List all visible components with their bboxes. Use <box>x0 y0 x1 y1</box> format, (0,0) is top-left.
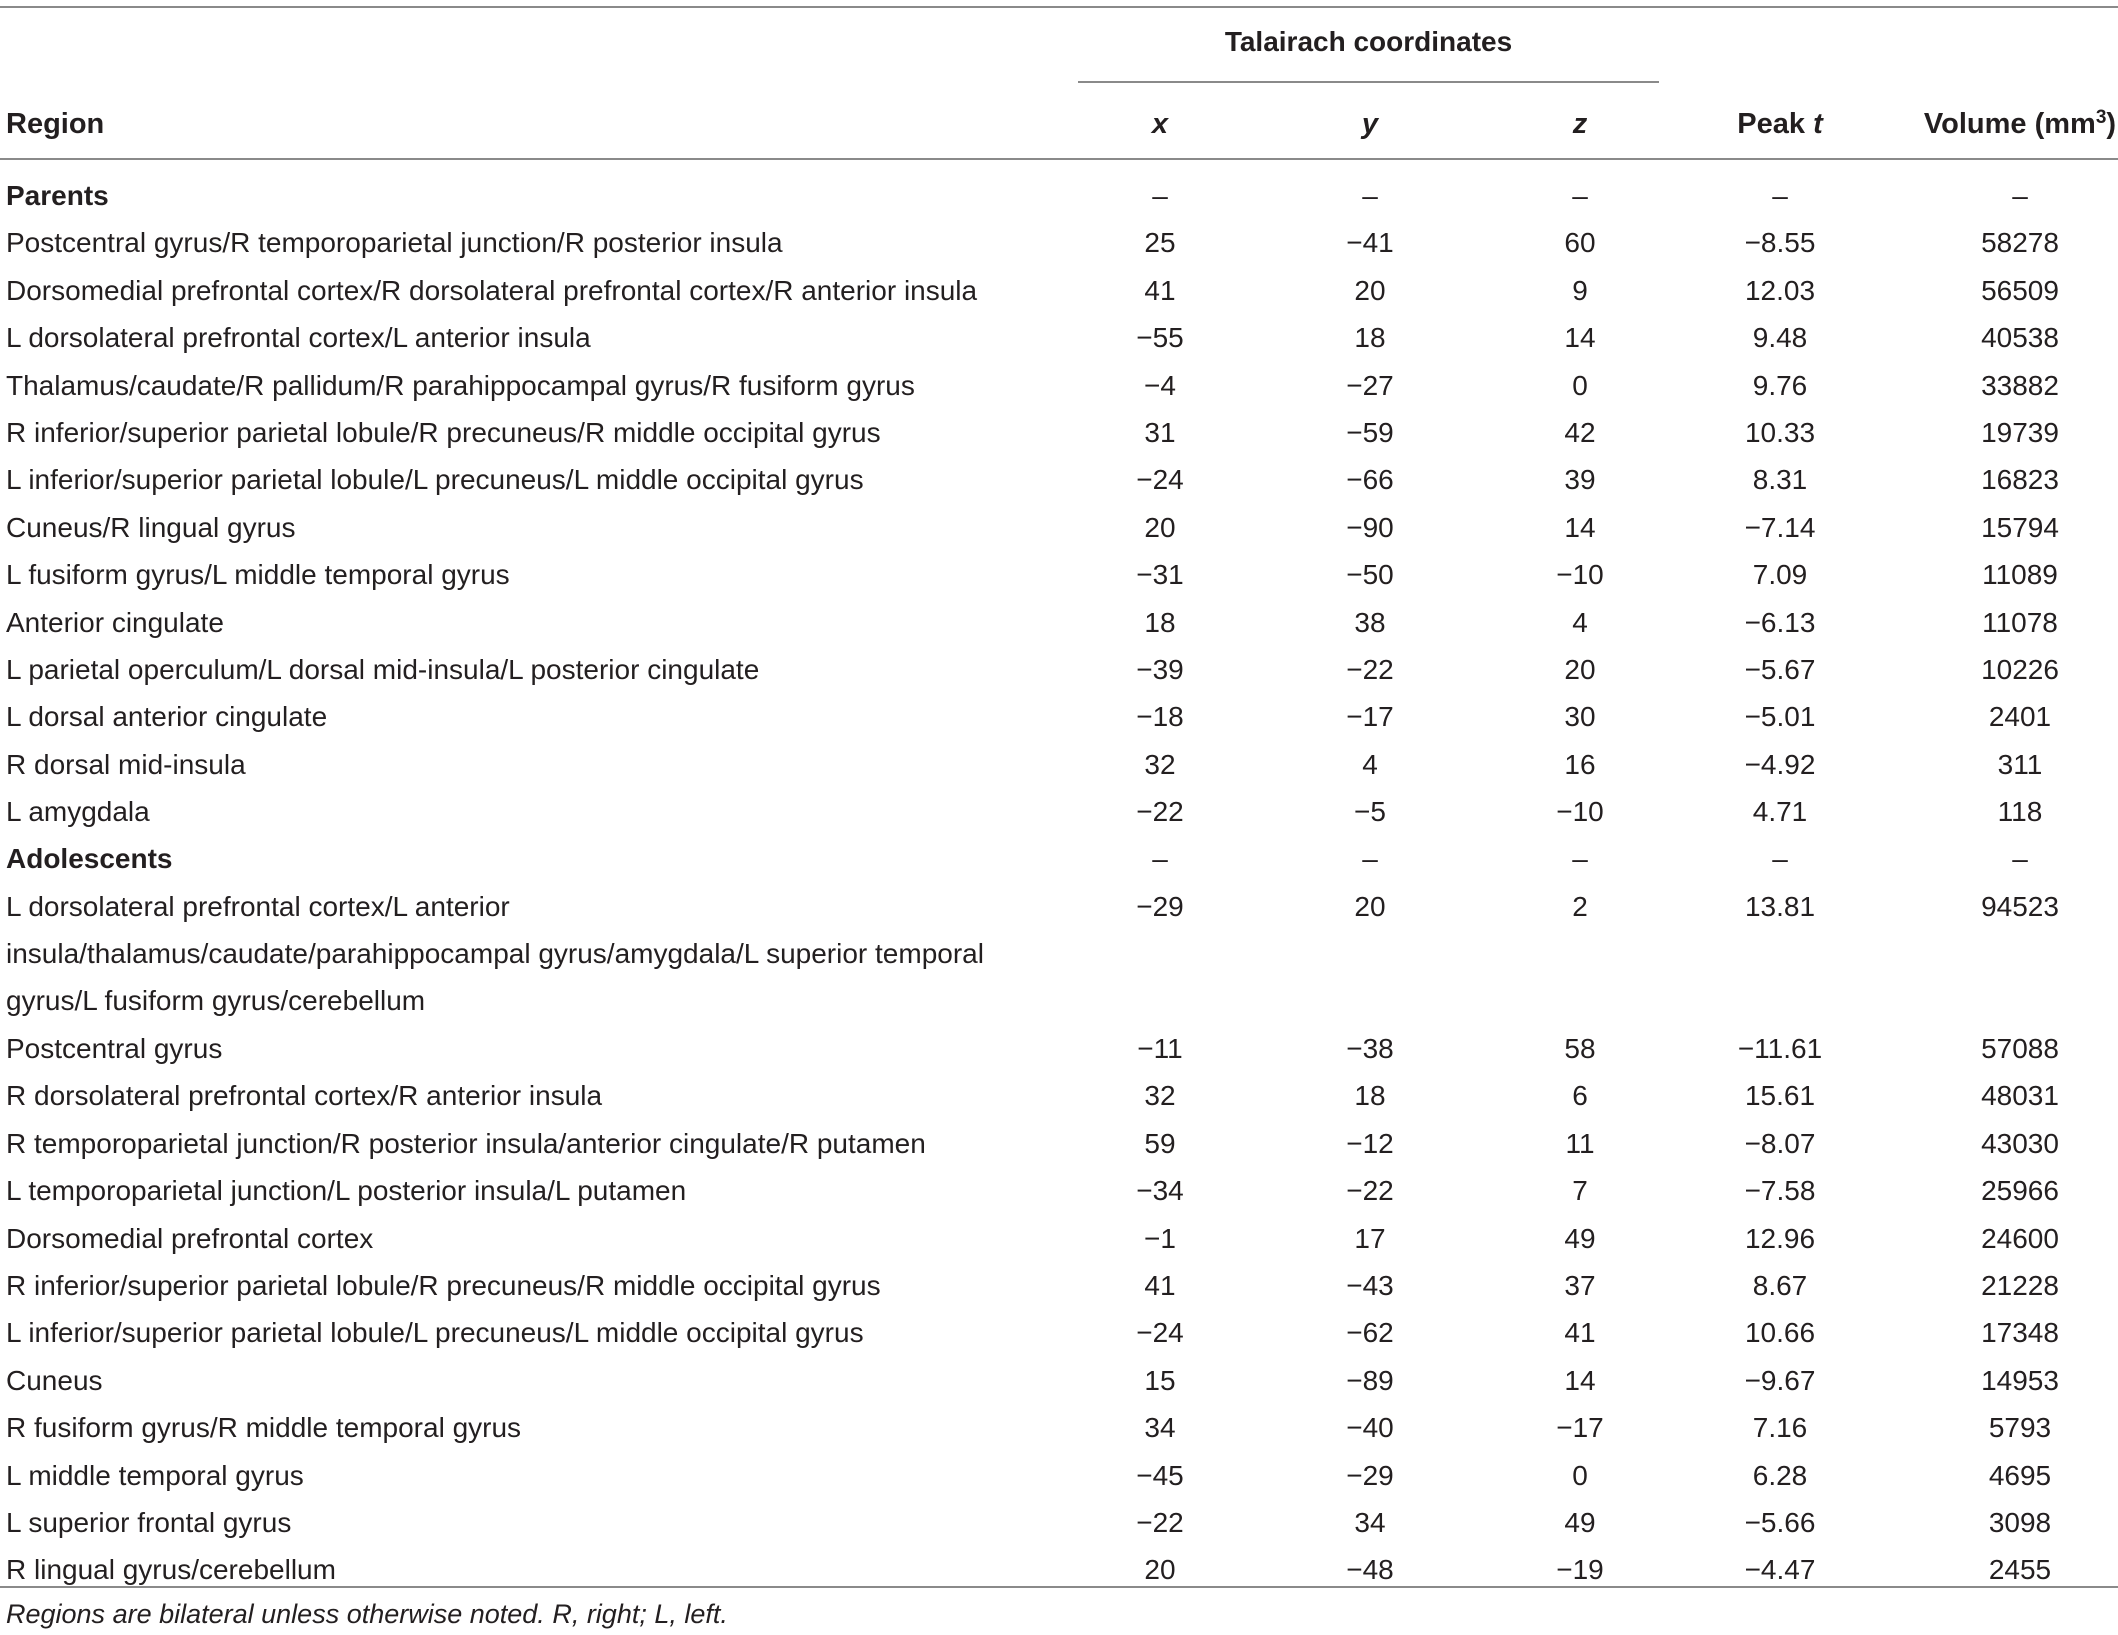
region-cell: Postcentral gyrus/R temporoparietal junction/R posterior insula <box>6 227 783 259</box>
z-cell: 49 <box>1564 1506 1596 1538</box>
peak-t-cell: −8.55 <box>1744 227 1816 259</box>
x-cell: 41 <box>1144 1270 1176 1301</box>
z-cell: – <box>1572 843 1588 875</box>
x-cell: 34 <box>1144 1412 1176 1444</box>
bottom-rule <box>0 1586 2118 1588</box>
y-cell: 38 <box>1354 606 1386 638</box>
z-cell: 37 <box>1564 1270 1596 1301</box>
x-cell: −24 <box>1136 1317 1184 1349</box>
region-cell: L dorsolateral prefrontal cortex/L anterior insula <box>6 322 591 354</box>
peak-t-cell: 13.81 <box>1744 890 1816 922</box>
peak-t-cell: 9.76 <box>1752 369 1808 401</box>
x-cell: 20 <box>1144 511 1176 543</box>
z-cell: −10 <box>1556 796 1604 828</box>
y-cell: −27 <box>1346 369 1394 401</box>
peak-t-cell: −6.13 <box>1744 606 1816 638</box>
peak-t-cell: 15.61 <box>1744 1080 1816 1112</box>
region-cell-line: L dorsolateral prefrontal cortex/L anterior <box>6 890 510 922</box>
volume-cell: 24600 <box>1981 1222 2059 1254</box>
peak-t-cell: −7.58 <box>1744 1175 1816 1207</box>
volume-cell: 4695 <box>1988 1459 2052 1491</box>
table-row <box>0 413 2118 460</box>
peak-t-cell: 7.09 <box>1752 559 1808 591</box>
y-cell: 20 <box>1354 274 1386 306</box>
y-cell: −22 <box>1346 653 1394 685</box>
x-cell: −39 <box>1136 653 1184 685</box>
volume-cell: 40538 <box>1981 322 2059 354</box>
x-cell: 25 <box>1144 227 1176 259</box>
table-row <box>0 1550 2118 1597</box>
table-row <box>0 1029 2118 1076</box>
peak-t-cell: 12.03 <box>1744 274 1816 306</box>
group-row <box>0 839 2118 886</box>
y-cell: 20 <box>1354 890 1386 922</box>
z-cell: 16 <box>1564 748 1596 780</box>
peak-t-cell: 10.33 <box>1744 416 1816 448</box>
region-cell: L middle temporal gyrus <box>6 1459 304 1491</box>
table-row <box>0 1124 2118 1171</box>
region-cell: R lingual gyrus/cerebellum <box>6 1554 336 1586</box>
volume-cell: 10226 <box>1981 653 2059 685</box>
z-cell: 58 <box>1564 1033 1596 1065</box>
volume-cell: 5793 <box>1988 1412 2052 1444</box>
table-row <box>0 555 2118 602</box>
volume-cell: 58278 <box>1981 227 2059 259</box>
peak-t-cell: −4.47 <box>1744 1554 1816 1586</box>
z-cell: 14 <box>1564 1364 1596 1396</box>
region-cell: L dorsal anterior cingulate <box>6 701 328 733</box>
peak-t-cell: −7.14 <box>1744 511 1816 543</box>
region-cell: L fusiform gyrus/L middle temporal gyrus <box>6 559 510 591</box>
z-header: z <box>1572 108 1588 140</box>
table-row <box>0 1361 2118 1408</box>
y-cell: −48 <box>1346 1554 1394 1586</box>
volume-cell: 2455 <box>1988 1554 2052 1586</box>
volume-header: Volume $(mm^3)$ <box>1923 107 2117 140</box>
top-rule <box>0 6 2118 8</box>
volume-cell: 17348 <box>1981 1317 2059 1349</box>
peak-t-cell: 7.16 <box>1752 1412 1808 1444</box>
z-cell: 0 <box>1572 369 1588 401</box>
volume-cell: 43030 <box>1981 1127 2059 1159</box>
region-cell <box>6 887 1046 1028</box>
region-cell: Postcentral gyrus <box>6 1033 223 1065</box>
y-cell: −50 <box>1346 559 1394 591</box>
volume-cell: 57088 <box>1981 1033 2059 1065</box>
volume-cell: 19739 <box>1981 416 2059 448</box>
region-cell: R temporoparietal junction/R posterior insula/anterior cingulate/R putamen <box>6 1127 926 1159</box>
volume-cell: 311 <box>1997 748 2043 780</box>
peak-t-cell: 8.67 <box>1752 1270 1808 1301</box>
group-label: Parents <box>6 180 109 211</box>
x-cell: −22 <box>1136 796 1184 828</box>
table-row <box>0 792 2118 839</box>
peak-t-cell: 6.28 <box>1752 1459 1808 1491</box>
y-cell: −38 <box>1346 1033 1394 1065</box>
table-row <box>0 223 2118 270</box>
region-header: Region <box>6 108 105 140</box>
y-cell: −5 <box>1354 796 1386 828</box>
peak-t-header: Peak t <box>1737 108 1823 140</box>
x-cell: −29 <box>1136 890 1184 922</box>
y-cell: −43 <box>1346 1270 1394 1301</box>
volume-cell: 3098 <box>1988 1506 2052 1538</box>
x-cell: −22 <box>1136 1506 1184 1538</box>
group-label: Adolescents <box>6 843 173 875</box>
y-cell: −17 <box>1346 701 1394 733</box>
region-cell: L parietal operculum/L dorsal mid-insula/L posterior cingulate <box>6 653 760 685</box>
region-cell: Dorsomedial prefrontal cortex <box>6 1222 374 1254</box>
z-cell: 14 <box>1564 511 1596 543</box>
peak-t-cell: 9.48 <box>1752 322 1808 354</box>
y-cell: 17 <box>1354 1222 1386 1254</box>
region-cell: R fusiform gyrus/R middle temporal gyrus <box>6 1412 522 1444</box>
talairach-span-rule <box>1078 81 1659 83</box>
table-footnote: Regions are bilateral unless otherwise noted. R, right; L, left. <box>6 1599 728 1629</box>
z-cell: −10 <box>1556 559 1604 591</box>
table-row <box>0 887 2118 1029</box>
x-cell: 15 <box>1144 1364 1176 1396</box>
region-cell: L temporoparietal junction/L posterior insula/L putamen <box>6 1175 687 1207</box>
y-cell: – <box>1362 843 1378 875</box>
peak-t-cell: −4.92 <box>1744 748 1816 780</box>
z-cell: 30 <box>1564 701 1596 733</box>
table-row <box>0 1456 2118 1503</box>
region-cell: L superior frontal gyrus <box>6 1506 292 1538</box>
table-row <box>0 1171 2118 1218</box>
region-cell: L amygdala <box>6 796 150 828</box>
z-cell: 11 <box>1565 1127 1595 1159</box>
table-row <box>0 650 2118 697</box>
region-cell: Cuneus/R lingual gyrus <box>6 511 296 543</box>
y-cell: 18 <box>1354 1080 1386 1112</box>
peak-t-cell: −5.01 <box>1744 701 1816 733</box>
region-cell: Dorsomedial prefrontal cortex/R dorsolateral prefrontal cortex/R anterior insula <box>6 274 978 306</box>
table-row <box>0 1503 2118 1550</box>
peak-t-cell: −8.07 <box>1744 1127 1816 1159</box>
z-cell: 4 <box>1572 606 1588 638</box>
x-cell: −34 <box>1136 1175 1184 1207</box>
region-cell-line: gyrus/L fusiform gyrus/cerebellum <box>6 984 426 1016</box>
z-cell: 42 <box>1564 416 1596 448</box>
table-row <box>0 271 2118 318</box>
talairach-group-header: Talairach coordinates <box>1224 26 1513 57</box>
y-cell: 34 <box>1354 1506 1386 1538</box>
x-cell: – <box>1152 843 1168 875</box>
volume-cell: 16823 <box>1981 464 2059 496</box>
region-cell: R dorsal mid-insula <box>6 748 246 780</box>
x-cell: −18 <box>1136 701 1184 733</box>
y-header: y <box>1361 108 1379 140</box>
x-cell: −1 <box>1144 1222 1176 1254</box>
z-cell: 2 <box>1572 890 1588 922</box>
x-cell: – <box>1152 180 1168 211</box>
volume-cell: 15794 <box>1981 511 2059 543</box>
region-cell: L inferior/superior parietal lobule/L precuneus/L middle occipital gyrus <box>6 464 864 496</box>
y-cell: 18 <box>1354 322 1386 354</box>
region-cell: R inferior/superior parietal lobule/R precuneus/R middle occipital gyrus <box>6 416 881 448</box>
table-row <box>0 745 2118 792</box>
z-cell: −19 <box>1556 1554 1604 1586</box>
y-cell: −12 <box>1346 1127 1394 1159</box>
table-row <box>0 1076 2118 1123</box>
peak-t-cell: – <box>1772 180 1788 211</box>
volume-cell: 56509 <box>1981 274 2059 306</box>
table-row <box>0 1313 2118 1360</box>
z-cell: 20 <box>1564 653 1596 685</box>
volume-cell: – <box>2012 180 2028 211</box>
x-cell: 32 <box>1144 748 1176 780</box>
x-cell: 32 <box>1144 1080 1176 1112</box>
table-row <box>0 603 2118 650</box>
table-row <box>0 1219 2118 1266</box>
peak-t-cell: −5.66 <box>1744 1506 1816 1538</box>
z-cell: −17 <box>1556 1412 1604 1444</box>
x-cell: −4 <box>1144 369 1176 401</box>
x-cell: −45 <box>1136 1459 1184 1491</box>
volume-cell: 118 <box>1997 796 2043 828</box>
peak-t-cell: 8.31 <box>1752 464 1808 496</box>
x-cell: 20 <box>1144 1554 1176 1586</box>
x-header: x <box>1151 108 1169 140</box>
peak-t-cell: −5.67 <box>1744 653 1816 685</box>
volume-cell: 14953 <box>1981 1364 2059 1396</box>
x-cell: 31 <box>1144 416 1176 448</box>
volume-cell: 2401 <box>1988 701 2052 733</box>
region-cell: Cuneus <box>6 1364 103 1396</box>
x-cell: 18 <box>1144 606 1176 638</box>
z-cell: 14 <box>1564 322 1596 354</box>
volume-cell: 11078 <box>1982 606 2058 638</box>
z-cell: 41 <box>1564 1317 1596 1349</box>
z-cell: 6 <box>1572 1080 1588 1112</box>
volume-cell: 25966 <box>1981 1175 2059 1207</box>
region-cell: Thalamus/caudate/R pallidum/R parahippocampal gyrus/R fusiform gyrus <box>6 369 915 401</box>
z-cell: 0 <box>1572 1459 1588 1491</box>
table-row <box>0 508 2118 555</box>
peak-t-cell: – <box>1772 843 1788 875</box>
x-cell: −55 <box>1136 322 1184 354</box>
y-cell: −41 <box>1346 227 1394 259</box>
region-cell: L inferior/superior parietal lobule/L precuneus/L middle occipital gyrus <box>6 1317 864 1349</box>
z-cell: 60 <box>1564 227 1596 259</box>
group-row <box>0 176 2118 223</box>
region-cell: R dorsolateral prefrontal cortex/R anterior insula <box>6 1080 603 1112</box>
z-cell: 49 <box>1564 1222 1596 1254</box>
volume-cell: 21228 <box>1981 1270 2059 1301</box>
peak-t-cell: 4.71 <box>1752 796 1808 828</box>
y-cell: – <box>1362 180 1378 211</box>
y-cell: −90 <box>1346 511 1394 543</box>
y-cell: −29 <box>1346 1459 1394 1491</box>
peak-t-cell: 12.96 <box>1744 1222 1816 1254</box>
table-row <box>0 318 2118 365</box>
z-cell: – <box>1572 180 1588 211</box>
y-cell: −89 <box>1346 1364 1394 1396</box>
region-cell-line: insula/thalamus/caudate/parahippocampal gyrus/amygdala/L superior temporal <box>6 937 984 969</box>
x-cell: −31 <box>1136 559 1184 591</box>
table-body <box>0 176 2118 1598</box>
volume-cell: 33882 <box>1981 369 2059 401</box>
region-cell: R inferior/superior parietal lobule/R precuneus/R middle occipital gyrus <box>6 1270 881 1301</box>
header-rule <box>0 158 2118 160</box>
table-row <box>0 1408 2118 1455</box>
volume-cell: 11089 <box>1982 559 2058 591</box>
y-cell: −40 <box>1346 1412 1394 1444</box>
table-row <box>0 366 2118 413</box>
peak-t-cell: 10.66 <box>1744 1317 1816 1349</box>
y-cell: −59 <box>1346 416 1394 448</box>
y-cell: −66 <box>1346 464 1394 496</box>
table-row <box>0 697 2118 744</box>
volume-cell: 94523 <box>1981 890 2059 922</box>
y-cell: −62 <box>1346 1317 1394 1349</box>
volume-cell: 48031 <box>1981 1080 2059 1112</box>
region-cell: Anterior cingulate <box>6 606 224 638</box>
y-cell: −22 <box>1346 1175 1394 1207</box>
x-cell: −11 <box>1137 1033 1183 1065</box>
z-cell: 9 <box>1572 274 1588 306</box>
x-cell: 41 <box>1144 274 1176 306</box>
y-cell: 4 <box>1362 748 1378 780</box>
x-cell: 59 <box>1144 1127 1176 1159</box>
z-cell: 7 <box>1572 1175 1588 1207</box>
table-row <box>0 1266 2118 1313</box>
x-cell: −24 <box>1136 464 1184 496</box>
peak-t-cell: −11.61 <box>1737 1033 1823 1065</box>
table-row <box>0 460 2118 507</box>
peak-t-cell: −9.67 <box>1744 1364 1816 1396</box>
z-cell: 39 <box>1564 464 1596 496</box>
volume-cell: – <box>2012 843 2028 875</box>
